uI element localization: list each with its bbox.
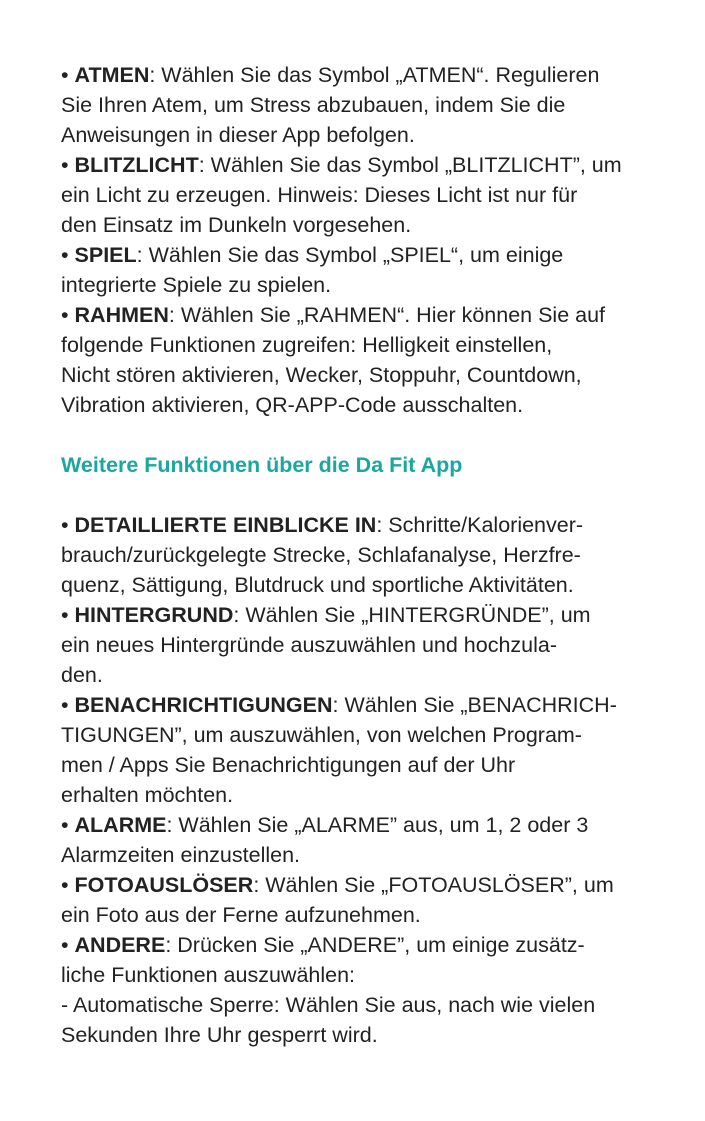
list-item-hintergrund	[61, 600, 651, 690]
list-item-atmen	[61, 60, 651, 150]
item-text: : Schritte/Kalorienver- brauch/zurückgelegte Strecke, Schlafanalyse, Herzfre- quenz, Sättigung, Blutdruck und sportliche Aktivitäten.	[61, 513, 584, 597]
bullet: •	[61, 513, 75, 537]
bullet: •	[61, 303, 75, 327]
item-text: : Wählen Sie das Symbol „ATMEN“. Regulieren Sie Ihren Atem, um Stress abzubauen, indem Sie die Anweisungen in dieser App befolgen.	[61, 63, 600, 147]
item-term: DETAILLIERTE EINBLICKE IN	[74, 513, 377, 537]
item-text: : Wählen Sie „BENACHRICH- TIGUNGEN”, um auszuwählen, von welchen Program- men / Apps Sie Benachrichtigungen auf der Uhr erhalten möchten.	[61, 693, 617, 807]
item-term: ANDERE	[74, 933, 166, 957]
item-term: HINTERGRUND	[74, 603, 234, 627]
item-text: : Wählen Sie „FOTOAUSLÖSER”, um ein Foto aus der Ferne aufzunehmen.	[61, 873, 614, 927]
bullet: •	[61, 933, 75, 957]
sub-item-automatische-sperre: - Automatische Sperre: Wählen Sie aus, nach wie vielen Sekunden Ihre Uhr gesperrt wird.	[61, 993, 596, 1047]
list-item-spiel	[61, 240, 651, 300]
bullet: •	[61, 813, 75, 837]
item-term: ALARME	[74, 813, 167, 837]
bullet: •	[61, 693, 75, 717]
list-item-alarme	[61, 810, 651, 870]
item-text: : Wählen Sie „HINTERGRÜNDE”, um ein neues Hintergründe auszuwählen und hochzula- den.	[61, 603, 591, 687]
item-text: : Drücken Sie „ANDERE”, um einige zusätz- liche Funktionen auszuwählen:	[61, 933, 585, 987]
list-item-fotoausloeser	[61, 870, 651, 930]
item-term: BENACHRICHTIGUNGEN	[74, 693, 333, 717]
item-text: : Wählen Sie „RAHMEN“. Hier können Sie auf folgende Funktionen zugreifen: Helligkeit einstellen, Nicht stören aktivieren, Wecker, Stoppuhr, Countdown, Vibration aktivieren, QR-APP-Code ausschalten.	[61, 303, 606, 417]
list-item-blitzlicht	[61, 150, 651, 240]
section-heading: Weitere Funktionen über die Da Fit App	[61, 453, 463, 477]
list-item-detaillierte-einblicke	[61, 510, 651, 600]
bullet: •	[61, 63, 75, 87]
item-term: BLITZLICHT	[74, 153, 199, 177]
item-text: : Wählen Sie das Symbol „SPIEL“, um einige integrierte Spiele zu spielen.	[61, 243, 564, 297]
feature-list-app	[61, 510, 651, 1050]
item-text: : Wählen Sie das Symbol „BLITZLICHT”, um ein Licht zu erzeugen. Hinweis: Dieses Licht ist nur für den Einsatz im Dunkeln vorgesehen.	[61, 153, 622, 237]
bullet: •	[61, 153, 75, 177]
item-text: : Wählen Sie „ALARME” aus, um 1, 2 oder 3 Alarmzeiten einzustellen.	[61, 813, 589, 867]
bullet: •	[61, 873, 75, 897]
document-page	[61, 60, 651, 1050]
item-term: FOTOAUSLÖSER	[74, 873, 254, 897]
item-term: ATMEN	[74, 63, 150, 87]
list-item-andere	[61, 930, 651, 990]
bullet: •	[61, 243, 75, 267]
item-term: RAHMEN	[74, 303, 169, 327]
list-item-rahmen	[61, 300, 651, 420]
list-item-benachrichtigungen	[61, 690, 651, 810]
item-term: SPIEL	[74, 243, 137, 267]
bullet: •	[61, 603, 75, 627]
feature-list-watch	[61, 60, 651, 420]
